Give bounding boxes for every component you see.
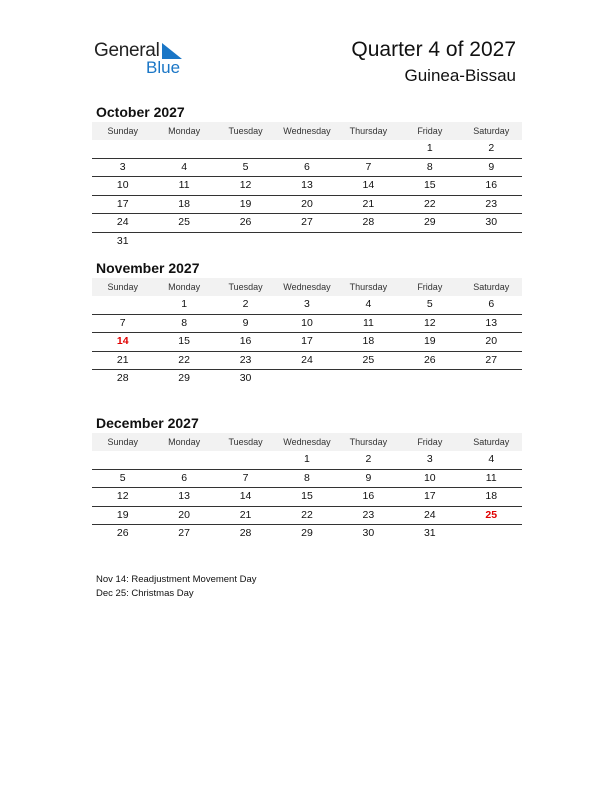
day-cell: 25 [485, 508, 498, 521]
day-cell: 7 [119, 316, 126, 329]
month-november [92, 259, 522, 388]
day-cell: 30 [362, 527, 375, 539]
day-cell: 10 [301, 316, 313, 329]
day-cell: 16 [485, 179, 498, 191]
week-row [92, 525, 522, 543]
day-cell: 21 [116, 353, 129, 366]
day-cell: 1 [304, 453, 310, 465]
day-cell [276, 370, 337, 388]
week-row [92, 470, 522, 489]
day-cell [215, 233, 276, 251]
day-cell: 12 [423, 316, 436, 329]
generalblue-logo [94, 40, 194, 80]
day-cell: 13 [301, 179, 313, 191]
week-row [92, 315, 522, 334]
day-cell: 16 [239, 335, 252, 347]
weekday-label: Saturday [473, 126, 510, 136]
day-cell: 28 [362, 216, 375, 228]
day-cell [215, 140, 276, 158]
day-cell [338, 140, 399, 158]
day-cell: 14 [362, 179, 375, 191]
day-cell: 3 [304, 298, 310, 310]
weekday-header [92, 433, 522, 451]
day-cell: 22 [301, 508, 313, 521]
weekday-label: Tuesday [228, 282, 263, 292]
day-cell [92, 296, 153, 314]
day-cell: 10 [116, 179, 129, 191]
weekday-label: Thursday [349, 437, 388, 447]
day-cell [153, 451, 214, 469]
day-cell: 23 [239, 353, 252, 366]
day-cell: 3 [119, 160, 126, 173]
day-cell: 14 [116, 335, 129, 347]
day-cell: 28 [116, 372, 129, 384]
day-cell: 17 [301, 335, 313, 347]
weekday-label: Sunday [107, 126, 138, 136]
week-row [92, 233, 522, 251]
day-cell: 12 [116, 490, 129, 502]
week-row [92, 177, 522, 196]
day-cell: 2 [488, 142, 495, 154]
weekday-label: Wednesday [283, 437, 331, 447]
holiday-note: Dec 25: Christmas Day [96, 588, 194, 599]
day-cell: 15 [423, 179, 436, 191]
day-cell: 6 [488, 298, 495, 310]
week-row [92, 140, 522, 159]
day-cell: 26 [239, 216, 252, 228]
day-cell: 6 [304, 160, 310, 173]
day-cell: 23 [362, 508, 375, 521]
weekday-label: Wednesday [283, 126, 331, 136]
logo-triangle-icon [162, 43, 182, 59]
weekday-label: Monday [168, 437, 201, 447]
day-cell: 3 [426, 453, 433, 465]
day-cell: 5 [119, 471, 126, 484]
day-cell: 15 [178, 335, 190, 347]
day-cell: 31 [423, 527, 436, 539]
day-cell: 20 [178, 508, 190, 521]
week-row [92, 196, 522, 215]
holiday-note: Nov 14: Readjustment Movement Day [96, 574, 257, 585]
day-cell [153, 233, 214, 251]
day-cell [215, 451, 276, 469]
day-cell: 5 [242, 160, 249, 173]
day-cell [461, 370, 522, 388]
weekday-label: Friday [417, 126, 443, 136]
week-row [92, 159, 522, 178]
day-cell: 2 [242, 298, 249, 310]
day-cell: 30 [239, 372, 252, 384]
day-cell: 19 [423, 335, 436, 347]
day-cell: 4 [365, 298, 372, 310]
day-cell: 24 [301, 353, 313, 366]
day-cell: 25 [362, 353, 375, 366]
day-cell: 24 [423, 508, 436, 521]
day-cell: 27 [485, 353, 498, 366]
day-cell: 4 [181, 160, 188, 173]
day-cell: 15 [301, 490, 313, 502]
day-cell: 20 [485, 335, 498, 347]
weekday-label: Saturday [473, 437, 510, 447]
weekday-header [92, 122, 522, 140]
day-cell [276, 233, 337, 251]
day-cell: 2 [365, 453, 372, 465]
day-cell: 1 [426, 142, 433, 154]
country-name: Guinea-Bissau [404, 66, 516, 85]
day-cell: 10 [423, 471, 436, 484]
week-row [92, 214, 522, 233]
day-cell: 13 [178, 490, 190, 502]
day-cell: 14 [239, 490, 252, 502]
weekday-label: Monday [168, 282, 201, 292]
day-cell [399, 370, 460, 388]
day-cell: 26 [423, 353, 436, 366]
day-cell: 18 [485, 490, 498, 502]
day-cell: 13 [485, 316, 498, 329]
day-cell [338, 233, 399, 251]
day-cell: 11 [362, 316, 374, 329]
weekday-label: Wednesday [283, 282, 331, 292]
week-row [92, 296, 522, 315]
month-title: October 2027 [96, 104, 185, 120]
day-cell: 7 [365, 160, 372, 173]
weekday-header [92, 278, 522, 296]
day-cell: 6 [181, 471, 188, 484]
month-october [92, 103, 522, 250]
day-cell: 31 [116, 234, 129, 247]
month-title: December 2027 [96, 415, 199, 431]
weekday-label: Thursday [349, 282, 388, 292]
month-december [92, 414, 522, 543]
day-cell: 27 [178, 527, 190, 539]
day-cell: 11 [485, 471, 497, 484]
day-cell: 4 [488, 453, 495, 465]
day-cell [276, 140, 337, 158]
day-cell: 29 [301, 527, 313, 539]
holiday-notes [96, 573, 257, 601]
day-cell: 9 [488, 160, 495, 173]
day-cell: 19 [116, 508, 129, 521]
day-cell: 21 [239, 508, 252, 521]
page-title: Quarter 4 of 2027 [351, 38, 516, 61]
day-cell [399, 233, 460, 251]
logo-word-blue: Blue [146, 58, 181, 77]
day-cell: 29 [423, 216, 436, 228]
logo-word-general: General [94, 40, 160, 61]
day-cell: 18 [362, 335, 375, 347]
day-cell: 11 [178, 179, 190, 191]
day-cell: 22 [178, 353, 190, 366]
day-cell: 23 [485, 197, 498, 210]
weekday-label: Tuesday [228, 126, 263, 136]
day-cell: 5 [426, 298, 433, 310]
weekday-label: Tuesday [228, 437, 263, 447]
day-cell: 17 [423, 490, 436, 502]
week-row [92, 488, 522, 507]
day-cell [153, 140, 214, 158]
week-row [92, 352, 522, 371]
day-cell: 8 [304, 471, 310, 484]
weekday-label: Saturday [473, 282, 510, 292]
day-cell: 7 [242, 471, 249, 484]
day-cell: 21 [362, 197, 375, 210]
day-cell: 16 [362, 490, 375, 502]
day-cell [338, 370, 399, 388]
day-cell: 8 [181, 316, 188, 329]
month-title: November 2027 [96, 260, 200, 276]
weekday-label: Thursday [349, 126, 388, 136]
day-cell: 24 [116, 216, 129, 228]
weekday-label: Sunday [107, 282, 138, 292]
day-cell: 30 [485, 216, 498, 228]
weekday-label: Monday [168, 126, 201, 136]
week-row [92, 451, 522, 470]
day-cell: 20 [301, 197, 313, 210]
day-cell: 8 [426, 160, 433, 173]
day-cell: 28 [239, 527, 252, 539]
week-row [92, 507, 522, 526]
day-cell: 27 [301, 216, 313, 228]
weekday-label: Friday [417, 282, 443, 292]
day-cell: 19 [239, 197, 252, 210]
day-cell: 25 [178, 216, 190, 228]
day-cell: 9 [242, 316, 249, 329]
day-cell: 29 [178, 372, 190, 384]
day-cell: 17 [116, 197, 129, 210]
day-cell [461, 525, 522, 543]
day-cell: 26 [116, 527, 129, 539]
day-cell [92, 451, 153, 469]
day-cell: 12 [239, 179, 252, 191]
day-cell [461, 233, 522, 251]
day-cell: 9 [365, 471, 372, 484]
weekday-label: Friday [417, 437, 443, 447]
week-row [92, 370, 522, 388]
week-row [92, 333, 522, 352]
day-cell [92, 140, 153, 158]
day-cell: 1 [181, 298, 188, 310]
day-cell: 22 [423, 197, 436, 210]
weekday-label: Sunday [107, 437, 138, 447]
day-cell: 18 [178, 197, 190, 210]
